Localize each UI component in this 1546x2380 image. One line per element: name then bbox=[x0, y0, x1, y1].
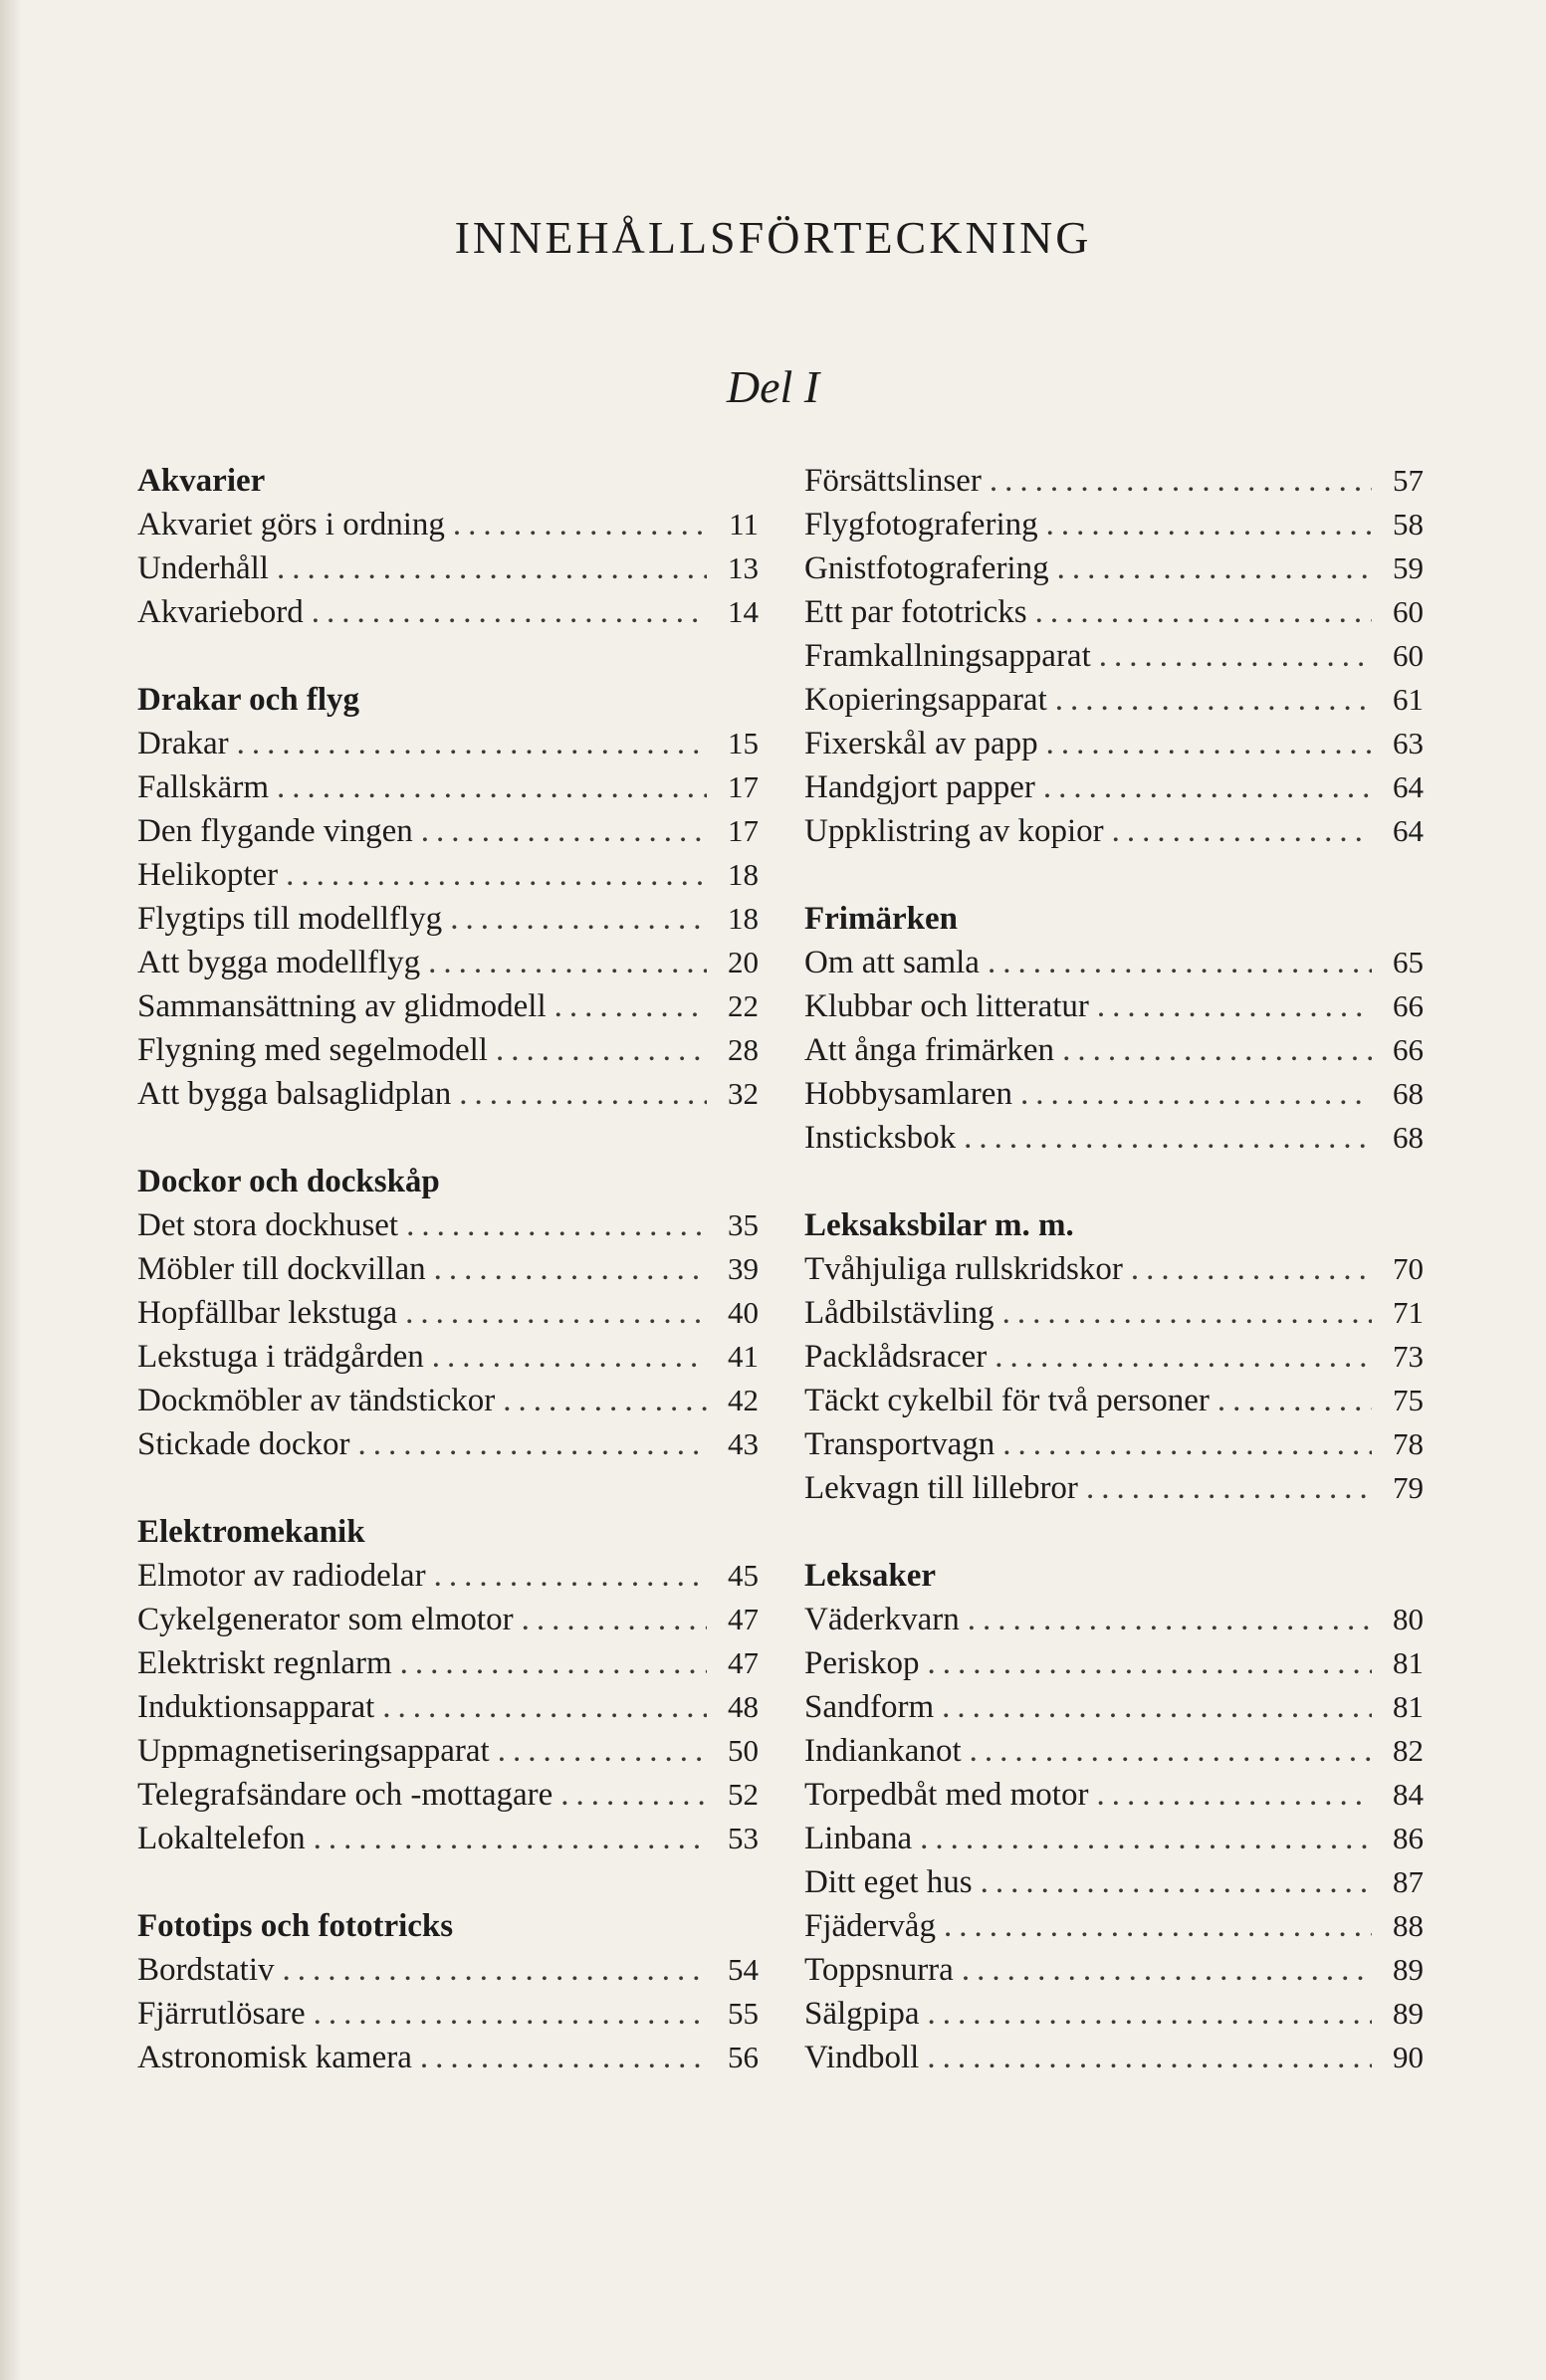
entry-title: Torpedbåt med motor bbox=[804, 1777, 1089, 1813]
section-gap bbox=[137, 1466, 759, 1510]
dot-leader bbox=[964, 1116, 1372, 1160]
entry-title: Lekstuga i trädgården bbox=[137, 1339, 424, 1375]
toc-entry[interactable] bbox=[804, 809, 1424, 853]
dot-leader bbox=[498, 1729, 707, 1773]
dot-leader bbox=[970, 1729, 1372, 1773]
dot-leader bbox=[927, 1992, 1372, 2036]
entry-title: Om att samla bbox=[804, 945, 980, 980]
toc-entry[interactable] bbox=[137, 984, 759, 1028]
toc-entry[interactable] bbox=[137, 590, 759, 634]
section-gap bbox=[137, 1860, 759, 1904]
entry-title: Fallskärm bbox=[137, 769, 269, 805]
toc-entry[interactable] bbox=[137, 1203, 759, 1247]
toc-entry[interactable] bbox=[804, 1641, 1424, 1685]
page-number: 58 bbox=[1393, 507, 1424, 541]
dot-leader bbox=[1035, 590, 1372, 634]
entry-title: Flygning med segelmodell bbox=[137, 1032, 488, 1068]
page-number: 57 bbox=[1393, 463, 1424, 498]
toc-entry[interactable] bbox=[804, 984, 1424, 1028]
page-number: 40 bbox=[728, 1295, 759, 1330]
page-number: 66 bbox=[1393, 1032, 1424, 1067]
page-number: 18 bbox=[728, 857, 759, 892]
page-number: 11 bbox=[729, 507, 759, 541]
entry-title: Periskop bbox=[804, 1645, 920, 1681]
entry-title: Fjädervåg bbox=[804, 1908, 936, 1944]
section-heading: Leksaksbilar m. m. bbox=[804, 1207, 1074, 1243]
toc-entry[interactable] bbox=[804, 1291, 1424, 1335]
section-heading: Fototips och fototricks bbox=[137, 1908, 454, 1944]
entry-title: Underhåll bbox=[137, 550, 269, 586]
toc-entry[interactable] bbox=[804, 678, 1424, 722]
page-number: 80 bbox=[1393, 1602, 1424, 1636]
dot-leader bbox=[421, 809, 707, 853]
toc-entry[interactable] bbox=[804, 590, 1424, 634]
dot-leader bbox=[420, 2036, 707, 2079]
entry-title: Fjärrutlösare bbox=[137, 1996, 306, 2032]
page-number: 75 bbox=[1393, 1383, 1424, 1417]
toc-left-column bbox=[137, 459, 759, 2079]
toc-entry[interactable] bbox=[137, 1773, 759, 1817]
page-number: 68 bbox=[1393, 1120, 1424, 1155]
dot-leader bbox=[1112, 809, 1372, 853]
page-number: 42 bbox=[728, 1383, 759, 1417]
entry-title: Att bygga balsaglidplan bbox=[137, 1076, 452, 1112]
toc-entry[interactable] bbox=[804, 546, 1424, 590]
toc-entry[interactable] bbox=[137, 809, 759, 853]
toc-entry[interactable] bbox=[804, 1466, 1424, 1510]
page-number: 13 bbox=[728, 550, 759, 585]
toc-entry[interactable] bbox=[804, 459, 1424, 503]
dot-leader bbox=[1097, 984, 1372, 1028]
toc-entry[interactable] bbox=[137, 2036, 759, 2079]
entry-title: Transportvagn bbox=[804, 1426, 995, 1462]
page-number: 73 bbox=[1393, 1339, 1424, 1374]
page-number: 81 bbox=[1393, 1689, 1424, 1724]
dot-leader bbox=[522, 1598, 707, 1641]
toc-entry[interactable] bbox=[137, 503, 759, 546]
toc-entry[interactable] bbox=[137, 1817, 759, 1860]
dot-leader bbox=[1002, 1291, 1372, 1335]
dot-leader bbox=[942, 1685, 1372, 1729]
page-number: 65 bbox=[1393, 945, 1424, 979]
dot-leader bbox=[1046, 503, 1372, 546]
page-number: 61 bbox=[1393, 682, 1424, 717]
page-number: 68 bbox=[1393, 1076, 1424, 1111]
dot-leader bbox=[406, 1203, 707, 1247]
page-number: 64 bbox=[1393, 813, 1424, 848]
entry-title: Linbana bbox=[804, 1821, 913, 1856]
dot-leader bbox=[1020, 1072, 1372, 1116]
toc-entry[interactable] bbox=[804, 1422, 1424, 1466]
page-number: 17 bbox=[728, 769, 759, 804]
dot-leader bbox=[434, 1554, 707, 1598]
section-gap bbox=[137, 1116, 759, 1160]
page-number: 35 bbox=[728, 1207, 759, 1242]
dot-leader bbox=[237, 722, 707, 765]
toc-entry[interactable] bbox=[804, 503, 1424, 546]
page-number: 39 bbox=[728, 1251, 759, 1286]
toc-entry[interactable] bbox=[137, 722, 759, 765]
page-number: 50 bbox=[728, 1733, 759, 1768]
entry-title: Astronomisk kamera bbox=[137, 2040, 412, 2075]
entry-title: Försättslinser bbox=[804, 463, 982, 499]
entry-title: Fixerskål av papp bbox=[804, 726, 1038, 761]
page-number: 18 bbox=[728, 901, 759, 936]
dot-leader bbox=[1043, 765, 1372, 809]
section-heading: Elektromekanik bbox=[137, 1514, 365, 1550]
dot-leader bbox=[1055, 678, 1372, 722]
page-number: 84 bbox=[1393, 1777, 1424, 1812]
dot-leader bbox=[962, 1948, 1372, 1992]
page-number: 14 bbox=[728, 594, 759, 629]
dot-leader bbox=[1062, 1028, 1372, 1072]
dot-leader bbox=[277, 765, 707, 809]
toc-entry[interactable] bbox=[804, 1116, 1424, 1160]
dot-leader bbox=[1002, 1422, 1372, 1466]
entry-title: Uppmagnetiseringsapparat bbox=[137, 1733, 490, 1769]
toc-entry[interactable] bbox=[137, 1072, 759, 1116]
page-number: 64 bbox=[1393, 769, 1424, 804]
section-heading: Drakar och flyg bbox=[137, 682, 360, 718]
dot-leader bbox=[432, 1335, 707, 1379]
dot-leader bbox=[277, 546, 707, 590]
part-heading: Del I bbox=[726, 361, 820, 412]
page-number: 43 bbox=[728, 1426, 759, 1461]
section-heading: Dockor och dockskåp bbox=[137, 1164, 440, 1199]
entry-title: Induktionsapparat bbox=[137, 1689, 375, 1725]
toc-entry[interactable] bbox=[804, 1860, 1424, 1904]
page-number: 82 bbox=[1393, 1733, 1424, 1768]
entry-title: Tvåhjuliga rullskridskor bbox=[804, 1251, 1123, 1287]
entry-title: Ett par fototricks bbox=[804, 594, 1027, 630]
dot-leader bbox=[990, 459, 1372, 503]
entry-title: Uppklistring av kopior bbox=[804, 813, 1104, 849]
entry-title: Handgjort papper bbox=[804, 769, 1035, 805]
dot-leader bbox=[944, 1904, 1372, 1948]
entry-title: Väderkvarn bbox=[804, 1602, 960, 1637]
page-number: 86 bbox=[1393, 1821, 1424, 1855]
page-number: 66 bbox=[1393, 988, 1424, 1023]
dot-leader bbox=[459, 1072, 707, 1116]
page-title: INNEHÅLLSFÖRTECKNING bbox=[454, 212, 1092, 263]
dot-leader bbox=[968, 1598, 1372, 1641]
toc-entry[interactable] bbox=[137, 546, 759, 590]
page-number: 53 bbox=[728, 1821, 759, 1855]
toc-entry[interactable] bbox=[804, 634, 1424, 678]
page-edge bbox=[0, 0, 22, 2380]
dot-leader bbox=[503, 1379, 707, 1422]
page-number: 88 bbox=[1393, 1908, 1424, 1943]
entry-title: Möbler till dockvillan bbox=[137, 1251, 426, 1287]
section-gap bbox=[137, 634, 759, 678]
entry-title: Helikopter bbox=[137, 857, 279, 893]
toc-entry[interactable] bbox=[804, 1072, 1424, 1116]
section-gap bbox=[804, 1510, 1424, 1554]
entry-title: Lådbilstävling bbox=[804, 1295, 994, 1331]
entry-title: Flygfotografering bbox=[804, 507, 1038, 542]
toc-entry[interactable] bbox=[137, 1335, 759, 1379]
toc-entry[interactable] bbox=[137, 1422, 759, 1466]
entry-title: Telegrafsändare och -mottagare bbox=[137, 1777, 553, 1813]
page-number: 41 bbox=[728, 1339, 759, 1374]
toc-entry[interactable] bbox=[804, 765, 1424, 809]
page-number: 15 bbox=[728, 726, 759, 760]
toc-entry[interactable] bbox=[804, 941, 1424, 984]
entry-title: Packlådsracer bbox=[804, 1339, 988, 1375]
page-number: 89 bbox=[1393, 1952, 1424, 1987]
toc-entry[interactable] bbox=[137, 1729, 759, 1773]
page-number: 87 bbox=[1393, 1864, 1424, 1899]
entry-title: Klubbar och litteratur bbox=[804, 988, 1089, 1024]
dot-leader bbox=[928, 1641, 1373, 1685]
page-number: 59 bbox=[1393, 550, 1424, 585]
section-gap bbox=[804, 853, 1424, 897]
page-number: 17 bbox=[728, 813, 759, 848]
dot-leader bbox=[314, 1992, 707, 2036]
toc-entry[interactable] bbox=[804, 1817, 1424, 1860]
toc-entry[interactable] bbox=[137, 765, 759, 809]
toc-entry[interactable] bbox=[137, 853, 759, 897]
toc-entry[interactable] bbox=[137, 1685, 759, 1729]
toc-entry[interactable] bbox=[137, 1291, 759, 1335]
toc-entry[interactable] bbox=[137, 1641, 759, 1685]
toc-entry[interactable] bbox=[804, 1948, 1424, 1992]
entry-title: Vindboll bbox=[804, 2040, 920, 2075]
toc-entry[interactable] bbox=[137, 1379, 759, 1422]
toc-entry[interactable] bbox=[804, 1904, 1424, 1948]
dot-leader bbox=[450, 897, 707, 941]
entry-title: Elektriskt regnlarm bbox=[137, 1645, 392, 1681]
entry-title: Att ånga frimärken bbox=[804, 1032, 1055, 1068]
page-number: 81 bbox=[1393, 1645, 1424, 1680]
toc-entry[interactable] bbox=[804, 1685, 1424, 1729]
entry-title: Indiankanot bbox=[804, 1733, 962, 1769]
entry-title: Gnistfotografering bbox=[804, 550, 1049, 586]
page-number: 56 bbox=[728, 2040, 759, 2074]
toc-entry[interactable] bbox=[137, 941, 759, 984]
page-number: 90 bbox=[1393, 2040, 1424, 2074]
entry-title: Att bygga modellflyg bbox=[137, 945, 421, 980]
entry-title: Elmotor av radiodelar bbox=[137, 1558, 426, 1594]
dot-leader bbox=[496, 1028, 707, 1072]
dot-leader bbox=[994, 1335, 1372, 1379]
dot-leader bbox=[1131, 1247, 1372, 1291]
page-number: 20 bbox=[728, 945, 759, 979]
page-number: 28 bbox=[728, 1032, 759, 1067]
dot-leader bbox=[314, 1817, 707, 1860]
entry-title: Hopfällbar lekstuga bbox=[137, 1295, 398, 1331]
entry-title: Dockmöbler av tändstickor bbox=[137, 1383, 496, 1418]
page-number: 47 bbox=[728, 1602, 759, 1636]
entry-title: Hobbysamlaren bbox=[804, 1076, 1012, 1112]
dot-leader bbox=[988, 941, 1372, 984]
page-number: 48 bbox=[728, 1689, 759, 1724]
page-number: 79 bbox=[1393, 1470, 1424, 1505]
dot-leader bbox=[358, 1422, 707, 1466]
toc-entry[interactable] bbox=[137, 1247, 759, 1291]
dot-leader bbox=[312, 590, 707, 634]
toc-right-column bbox=[804, 459, 1424, 2079]
toc-entry[interactable] bbox=[804, 1379, 1424, 1422]
entry-title: Den flygande vingen bbox=[137, 813, 413, 849]
toc-entry[interactable] bbox=[137, 1992, 759, 2036]
entry-title: Bordstativ bbox=[137, 1952, 275, 1988]
entry-title: Det stora dockhuset bbox=[137, 1207, 399, 1243]
dot-leader bbox=[1217, 1379, 1372, 1422]
entry-title: Ditt eget hus bbox=[804, 1864, 973, 1900]
entry-title: Insticksbok bbox=[804, 1120, 957, 1156]
toc-entry[interactable] bbox=[804, 1028, 1424, 1072]
toc-entry[interactable] bbox=[804, 2036, 1424, 2079]
dot-leader bbox=[560, 1773, 707, 1817]
page-number: 60 bbox=[1393, 594, 1424, 629]
toc-entry[interactable] bbox=[137, 1598, 759, 1641]
page-number: 22 bbox=[728, 988, 759, 1023]
entry-title: Akvariet görs i ordning bbox=[137, 507, 445, 542]
dot-leader bbox=[1057, 546, 1372, 590]
dot-leader bbox=[405, 1291, 707, 1335]
entry-title: Sälgpipa bbox=[804, 1996, 920, 2032]
entry-title: Lokaltelefon bbox=[137, 1821, 306, 1856]
page-number: 54 bbox=[728, 1952, 759, 1987]
dot-leader bbox=[920, 1817, 1372, 1860]
page-number: 63 bbox=[1393, 726, 1424, 760]
toc-entry[interactable] bbox=[804, 1247, 1424, 1291]
page-number: 47 bbox=[728, 1645, 759, 1680]
dot-leader bbox=[1096, 1773, 1372, 1817]
toc-entry[interactable] bbox=[804, 1773, 1424, 1817]
dot-leader bbox=[927, 2036, 1372, 2079]
page-number: 45 bbox=[728, 1558, 759, 1593]
dot-leader bbox=[434, 1247, 707, 1291]
page-number: 70 bbox=[1393, 1251, 1424, 1286]
toc-entry[interactable] bbox=[804, 1992, 1424, 2036]
dot-leader bbox=[382, 1685, 707, 1729]
page-number: 78 bbox=[1393, 1426, 1424, 1461]
entry-title: Toppsnurra bbox=[804, 1952, 954, 1988]
toc-entry[interactable] bbox=[137, 1948, 759, 1992]
entry-title: Stickade dockor bbox=[137, 1426, 350, 1462]
dot-leader bbox=[1046, 722, 1372, 765]
dot-leader bbox=[453, 503, 707, 546]
page-number: 52 bbox=[728, 1777, 759, 1812]
section-heading: Akvarier bbox=[137, 463, 266, 499]
dot-leader bbox=[554, 984, 707, 1028]
page-number: 55 bbox=[728, 1996, 759, 2031]
page-number: 60 bbox=[1393, 638, 1424, 673]
section-heading: Frimärken bbox=[804, 901, 958, 937]
toc-entry[interactable] bbox=[137, 897, 759, 941]
section-heading: Leksaker bbox=[804, 1558, 936, 1594]
page-number: 71 bbox=[1393, 1295, 1424, 1330]
toc-entry[interactable] bbox=[804, 1598, 1424, 1641]
entry-title: Täckt cykelbil för två personer bbox=[804, 1383, 1210, 1418]
dot-leader bbox=[400, 1641, 707, 1685]
entry-title: Cykelgenerator som elmotor bbox=[137, 1602, 514, 1637]
toc-entry[interactable] bbox=[804, 722, 1424, 765]
page-number: 89 bbox=[1393, 1996, 1424, 2031]
entry-title: Kopieringsapparat bbox=[804, 682, 1047, 718]
entry-title: Sandform bbox=[804, 1689, 935, 1725]
page-number: 32 bbox=[728, 1076, 759, 1111]
entry-title: Akvariebord bbox=[137, 594, 304, 630]
entry-title: Lekvagn till lillebror bbox=[804, 1470, 1078, 1506]
toc-entry[interactable] bbox=[804, 1729, 1424, 1773]
dot-leader bbox=[1099, 634, 1372, 678]
dot-leader bbox=[428, 941, 707, 984]
toc-entry[interactable] bbox=[804, 1335, 1424, 1379]
section-gap bbox=[804, 1160, 1424, 1203]
entry-title: Sammansättning av glidmodell bbox=[137, 988, 547, 1024]
entry-title: Drakar bbox=[137, 726, 229, 761]
dot-leader bbox=[286, 853, 707, 897]
dot-leader bbox=[283, 1948, 708, 1992]
toc-entry[interactable] bbox=[137, 1028, 759, 1072]
toc-entry[interactable] bbox=[137, 1554, 759, 1598]
dot-leader bbox=[1086, 1466, 1372, 1510]
entry-title: Flygtips till modellflyg bbox=[137, 901, 443, 937]
entry-title: Framkallningsapparat bbox=[804, 638, 1091, 674]
dot-leader bbox=[981, 1860, 1372, 1904]
